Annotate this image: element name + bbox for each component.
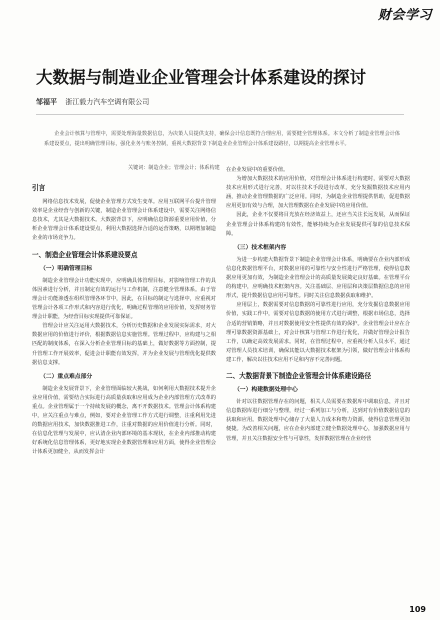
article-title: 大数据与制造业企业管理会计体系建设的探讨 — [36, 68, 366, 87]
section-2-1-heading: （一）构建数据处理中心 — [234, 387, 298, 394]
section-2-heading: 二、大数据背景下制造企业管理会计体系建设路径 — [226, 371, 372, 380]
author-affiliation: 浙江毅力汽车空调有限公司 — [65, 98, 150, 106]
section-1-3-paragraph-1: 为进一步构建大数据背景下制造企业管理会计体系，明确要在企业内部形成信息化数据管理平台，对数据应用的可靠性与安全性进行严格管理，使得信息数据应用更加有效，为制造企业管理会计的高质量发展奠定良好基础。在管理平台的构建中，应明确技术框架内容。关注基础层、应用层和决策层数据信息的应用形式，提升数据信息应用可靠性。同时关注信息数据获取和维护。 — [226, 256, 410, 300]
intro-heading: 引言 — [32, 184, 46, 192]
section-1-2-paragraph-1: 制造企业发展背景下，企业管理面临较大挑战，如何利用大数据技术提升企业应用价值，需要结合实际进行高质量获取和应用成为企业内部管理方式改革的重点。企业管理属于一个持续发展的概念，离不开数据技术。管理会计体系构建中，应关注重点与难点，例如，要对企业管理工作方式进行调整，注重利用先进的数据应用技术，加快数据推进工作，注重对数据的应用价值进行分析。同时，在信息化管理与发展中，应认清企业内部环境的基本现状，在企业内部推动构建好系统化信息管理体系，更好地实现企业数据管理和应用方面，使得企业管理会计体系更加健全，从而发挥会计 — [32, 385, 216, 456]
journal-masthead: 财会学习 — [377, 8, 432, 23]
right-paragraph-1b: 因此，企业不仅要将目光放在经济效益上，还应当关注长远发展，从而保证企业管理会计体系构建的有效性，能够持续为企业发展提供可靠的信息技术保障。 — [226, 212, 410, 237]
section-1-1-paragraph-1: 制造企业管理会计功能实现中，应明确具体管理目标，对影响管理工作的具体因素进行分析，并且制定有效的运行与工作机制，注意健全管理体系。由于管理会计功能渗透在组织管理各环节中，因此，在目标的制定与选择中，应重视对管理会计各项工作形式和内容进行优化，明确过程管理的应用价值，发挥财务管理会计职能，为经营目标实现提供可靠保证。 — [32, 277, 216, 321]
keywords: 关键词：制造企业；管理会计；体系构建 — [128, 165, 220, 171]
left-column — [32, 166, 216, 458]
header-divider — [36, 114, 404, 115]
author-line — [36, 97, 149, 107]
right-column — [226, 166, 410, 444]
section-1-heading: 一、制造企业管理会计体系建设要点 — [32, 250, 138, 259]
section-1-1-heading: （一）明确管理目标 — [40, 265, 93, 272]
section-2-1-paragraph-1: 针对以往数据管理存在的问题，相关人员需要在数据库中调取信息，并且对信息数据库进行细分与整理，经过一系列加工与分析，达到对有价值数据信息的获取和应用。数据处理中心储存了大量人力成本和物力资源，使得信息管理更加便捷。为改善相关问题，应在企业内部建立健全数据处理中心，加强数据应用与管理，并且关注数据安全性与可靠性，发挥数据管理在企业经营 — [226, 399, 410, 442]
intro-paragraph: 网络信息技术发展，促使企业管理方式发生变革。应用互联网平台提升管理效率是企业经营与创新的关键，制造企业管理会计体系建设中，需要关注网络信息技术，尤其是大数据技术。大数据背景下，应明确信息资源重要应用价值，分析企业管理会计体系建设要点，利用大数据选择合适的运营策略，以期增加制造企业的市场竞争力。 — [32, 199, 216, 242]
section-1-3-heading: （三）技术框架内容 — [234, 244, 287, 251]
section-1-3-paragraph-2: 应用层上，数据需要对信息数据的可靠性进行应用，充分发掘信息数据应用价值，实践工作中，需要对信息数据的使用方式进行调整，根据市场信息，选择合适的营销策略，并且对数据使用安全性提供有效的保护。企业管理会计应在合理可靠数据资源基础上，对会计核算与管理工作进行优化，并做好管理会计报告工作，以确定高效发展需求。同时，在管理过程中，应重视分析人员水平，通过对管理人员技术培训，确保其能以大数据技术框架为引领，做好管理会计体系构建工作，解决以往技术应用不足和内容不完善问题。 — [226, 302, 410, 363]
continued-paragraph: 在企业发展中的重要价值。 — [226, 167, 289, 173]
page-number: 109 — [409, 605, 426, 614]
abstract: 企业会计核算与管理中，需要处理海量数据信息，为决策人员提供支持，确保会计信息既符合理应用，需要健全管理体系。本文分析了制造业管理会计体系建设要点，提出明确管理目标，强化业务与账务控制，重视大数据背景下制造业企业管理会计体系建设路径，以期提高企业管理水平。 — [44, 131, 400, 148]
section-1-1-paragraph-2: 管理会计应关注运用大数据技术，分析历史数据和企业发展实际需求，对大数据应用的价值进行评价，根据数据信息实施管理。管理过程中，应构建与之相匹配的制度体系，在深入分析企业管理目标的基础上，做好数据等方面控制，提升管理工作开展效率，促进会计职能有效发挥，并为企业发展与管理优化提供数据信息支撑。 — [32, 323, 216, 366]
section-1-2-heading: （二）重点难点部分 — [40, 373, 93, 380]
right-paragraph-1: 为增加大数据技术的应用价值，对管理会计体系进行构建时，需要对大数据技术应用形式进行完善，对以往技术手段进行改革，充分发掘数据技术应用内涵，推动企业管理数据的广泛应用。同时，为制造企业管理提供帮助，促进数据应用更加有效与合理，加大管理数据在企业发展中的应用价值。 — [226, 176, 410, 210]
author-name: 邹福平 — [36, 98, 57, 106]
